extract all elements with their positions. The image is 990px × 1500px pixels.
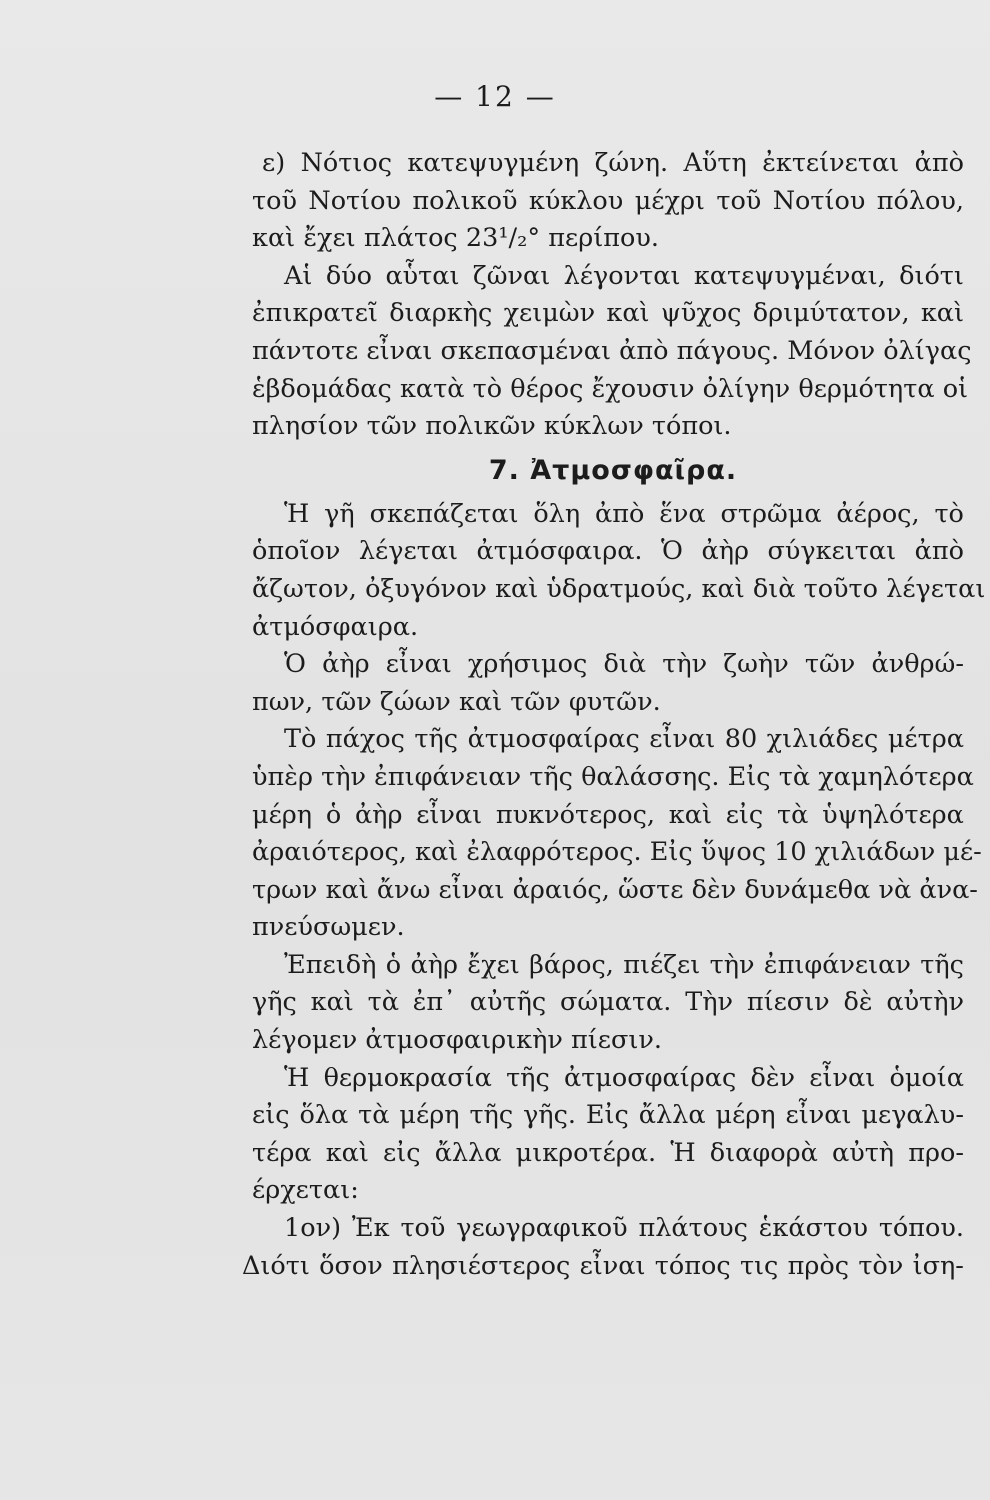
word: χειμὼν (503, 298, 596, 329)
word: 10 (774, 837, 807, 868)
text-line (252, 759, 974, 797)
word: ἀνθρώ- (871, 649, 964, 680)
text-line (252, 371, 969, 409)
word: πάγους. (676, 335, 780, 366)
word: τοῦ (716, 185, 762, 216)
word: Νοτίου (772, 185, 866, 216)
word: σώματα. (559, 987, 672, 1018)
word: ἰση- (912, 1250, 964, 1281)
word: ἐκτείνεται (762, 148, 900, 178)
text-line (252, 571, 986, 609)
word: καὶ (325, 874, 369, 905)
word: ἀνα- (919, 874, 978, 905)
word: τῆς (469, 1100, 514, 1131)
word: βάρος, (529, 949, 614, 980)
word: τόποι. (651, 411, 732, 442)
word: ἔχει (303, 223, 356, 254)
word: αὐτῆς (469, 987, 547, 1018)
word: σκεπάζεται (369, 498, 519, 529)
word: ἐπιφάνειαν (763, 949, 911, 980)
word: τὸ (472, 373, 503, 404)
word: Ἡ (670, 1137, 696, 1168)
text-line (252, 533, 964, 571)
word: 80 (724, 724, 758, 755)
word: διαφορὰ (709, 1137, 818, 1168)
word: εἶναι (785, 1100, 852, 1131)
word: ζωὴν (723, 649, 789, 680)
word: πρὸς (787, 1250, 850, 1281)
text-line (252, 684, 964, 722)
word: διὰ (752, 573, 796, 604)
word: λέγομεν (252, 1025, 358, 1056)
word: ἀτμοσφαίρας (564, 1062, 737, 1093)
word: Νοτίου (308, 185, 401, 216)
word: Τὴν (685, 987, 733, 1018)
word: Εἰς (727, 761, 771, 792)
word: γεωγραφικοῦ (456, 1213, 628, 1244)
word: καὶ (606, 298, 650, 329)
text-line (252, 797, 964, 835)
word: τῆς (920, 949, 964, 980)
word: ἀπὸ (619, 335, 669, 366)
word: Αὕτη (683, 148, 747, 178)
text-line (252, 909, 964, 947)
word: ἀτμόσφαιρα. (252, 611, 419, 642)
word: αὐτὴν (886, 987, 964, 1018)
word: χιλιάδες (766, 724, 879, 755)
word: μέρη (399, 1100, 460, 1131)
word: θέρος (510, 373, 584, 404)
text-line (252, 646, 964, 684)
word: χιλιάδων (814, 837, 936, 868)
word: τὰ (776, 799, 809, 830)
text-line (252, 1135, 964, 1173)
word: πάντοτε (252, 335, 359, 366)
word: ἀτμοσφαιρικὴν (365, 1025, 563, 1056)
word: ἐπιφάνειαν (374, 761, 522, 792)
word: καὶ (495, 573, 539, 604)
word: μέχρι (634, 185, 705, 216)
word: γῆς. (523, 1100, 576, 1131)
word: ἐλαφρότερος. (466, 837, 642, 868)
word: καὶ (252, 223, 296, 254)
word: ὅσον (319, 1250, 383, 1281)
word: ἔχει (467, 949, 520, 980)
word: διαρκὴς (389, 298, 493, 329)
word: εἶναι (385, 649, 452, 680)
word: καὶ (920, 298, 964, 329)
text-line (252, 1022, 964, 1060)
word: τοῦ (400, 1213, 446, 1244)
word: τόπος (654, 1250, 731, 1281)
word: ὁ (385, 949, 402, 980)
word: θερμότητα (798, 373, 935, 404)
word: ὁμοία (889, 1062, 964, 1093)
text-line (252, 408, 964, 446)
word: θερμοκρασία (323, 1062, 492, 1093)
word: καὶ (415, 837, 459, 868)
word: ἄζωτον, (252, 573, 357, 604)
word: σύγκειται (767, 536, 897, 567)
word: τὰ (778, 761, 811, 792)
word: Ἡ (284, 498, 310, 529)
word: γῆ (324, 498, 355, 529)
word: ὑδρατμούς, (546, 573, 694, 604)
word: ὑψηλότερα (822, 799, 964, 830)
word: Νότιος (300, 148, 392, 178)
text-line (252, 872, 978, 910)
text-line (252, 333, 972, 371)
word: αὗται (385, 260, 460, 291)
word: τοῦτο (803, 573, 879, 604)
word: Ἡ (284, 1062, 310, 1093)
word: Μόνον (787, 335, 876, 366)
text-line (252, 721, 964, 759)
word: τὸν (858, 1250, 904, 1281)
word: κατὰ (399, 373, 465, 404)
word: αὐτὴ (831, 1137, 895, 1168)
text-line (252, 496, 964, 534)
word: τὴν (709, 949, 755, 980)
word: εἶναι (579, 1250, 646, 1281)
word: ὅλη (533, 498, 581, 529)
word: τῶν (366, 411, 418, 442)
word: ψῦχος (660, 298, 742, 329)
word: μέ- (943, 837, 982, 868)
word: καὶ (668, 799, 712, 830)
word: τῆς (506, 1062, 550, 1093)
text-line (252, 984, 964, 1022)
word: εἶναι (366, 335, 433, 366)
text-line (252, 1097, 964, 1135)
word: Εἰς (585, 1100, 629, 1131)
word: Διότι (242, 1250, 310, 1281)
word: καὶ (325, 1137, 369, 1168)
word: Ἐπειδὴ (284, 949, 377, 980)
word: Αἱ (284, 260, 313, 291)
word: δὲν (691, 874, 737, 905)
word: τὸ (934, 498, 964, 529)
word: Τὸ (284, 724, 317, 755)
word: δὲ (843, 987, 873, 1018)
word: ἐπικρατεῖ (252, 298, 378, 329)
word: γῆς (252, 987, 297, 1018)
word: νὰ (878, 874, 912, 905)
word: πλάτους (638, 1213, 748, 1244)
word: ἔχουσιν (591, 373, 695, 404)
word: μέρη (252, 799, 313, 830)
word: εἰς (383, 1137, 421, 1168)
section-heading: 7. Ἀτμοσφαῖρα. (488, 454, 738, 486)
word: πνεύσωμεν. (252, 912, 405, 943)
word: καὶ (310, 987, 354, 1018)
word: λέγονται (563, 260, 681, 291)
word: τὰ (367, 987, 399, 1018)
word: τῆς (529, 761, 573, 792)
word: 23¹/₂° (465, 223, 541, 254)
word: δυνάμεθα (744, 874, 871, 905)
word: τὴν (321, 761, 366, 792)
word: ἀὴρ (354, 799, 403, 830)
text-line (242, 1248, 964, 1286)
word: τῶν (804, 649, 856, 680)
word: μέτρα (887, 724, 964, 755)
word: τις (739, 1250, 779, 1281)
word: ὑπὲρ (252, 761, 313, 792)
word: ἀπὸ (914, 536, 964, 567)
word: καὶ (458, 686, 503, 717)
text-line (252, 1060, 964, 1098)
word: τῶν (321, 686, 372, 717)
word: ὀλίγας (883, 335, 972, 366)
word: δύο (325, 260, 373, 291)
word: πίεσιν. (571, 1025, 662, 1056)
word: ἀραιός, (512, 874, 610, 905)
text-line (252, 947, 964, 985)
word: ἄλλα (434, 1137, 502, 1168)
word: δριμύτατον, (752, 298, 910, 329)
page-text (242, 145, 986, 1285)
text-line (252, 220, 964, 258)
word: πυκνότερος, (495, 799, 656, 830)
word: Εἰς (649, 837, 693, 868)
word: ἕνα (659, 498, 706, 529)
word: εἶναι (438, 874, 505, 905)
word: λέγεται (886, 573, 986, 604)
word: λέγεται (358, 536, 458, 567)
word: φυτῶν. (568, 686, 661, 717)
word: κύκλων (543, 411, 644, 442)
word: Ὁ (284, 649, 306, 680)
text-line (252, 145, 964, 183)
word: έρχεται: (252, 1175, 359, 1206)
word: Ὁ (661, 536, 683, 567)
word: κατεψυγμέναι, (693, 260, 886, 291)
word: κύκλου (528, 185, 624, 216)
text-line (252, 258, 964, 296)
word: εἶναι (649, 724, 716, 755)
word: ἑκάστου (758, 1213, 868, 1244)
word: ὀξυγόνον (365, 573, 487, 604)
word: τοῦ (252, 185, 297, 216)
word: ε) (262, 148, 286, 178)
word: τέρα (252, 1137, 312, 1168)
word: περίπου. (548, 223, 659, 254)
word: ὁποῖον (252, 536, 341, 567)
word: ὀλίγην (702, 373, 791, 404)
word: πολικῶν (425, 411, 536, 442)
word: ἀτμοσφαίρας (467, 724, 640, 755)
word: ἀπὸ (914, 148, 964, 178)
word: ὁ (325, 799, 342, 830)
word: θαλάσσης. (581, 761, 720, 792)
word: καὶ (701, 573, 745, 604)
word: εἶναι (809, 1062, 876, 1093)
word: εἰς (252, 1100, 290, 1131)
text-line (252, 834, 982, 872)
word: ὅλα (299, 1100, 349, 1131)
word: δὲν (750, 1062, 796, 1093)
word: πάχος (325, 724, 405, 755)
text-line (252, 295, 964, 333)
word: χαμηλότερα (818, 761, 974, 792)
word: προ- (908, 1137, 964, 1168)
text-line (252, 1210, 964, 1248)
word: ἀέρος, (836, 498, 920, 529)
word: ζώνη. (594, 148, 669, 178)
word: μεγαλυ- (861, 1100, 964, 1131)
word: πολικοῦ (412, 185, 518, 216)
word: τῶν (510, 686, 561, 717)
word: κατεψυγμένη (407, 148, 580, 178)
word: διότι (899, 260, 964, 291)
word: ὥστε (617, 874, 684, 905)
word: τῆς (414, 724, 459, 755)
word: ἀπὸ (594, 498, 645, 529)
word: ἐπ᾽ (412, 987, 456, 1018)
word: ἀραιότερος, (252, 837, 407, 868)
word: ἑβδομάδας (252, 373, 392, 404)
word: ἄλλα (638, 1100, 706, 1131)
word: πιέζει (623, 949, 701, 980)
word: πλησίον (252, 411, 359, 442)
word: ἀὴρ (701, 536, 749, 567)
word: πλάτος (363, 223, 458, 254)
word: ἀὴρ (322, 649, 370, 680)
word: πίεσιν (746, 987, 830, 1018)
word: εἰς (725, 799, 764, 830)
word: πόλου, (876, 185, 964, 216)
word: ἀτμόσφαιρα. (476, 536, 643, 567)
word: Ἐκ (351, 1213, 390, 1244)
page-number: — 12 — (434, 80, 556, 113)
word: στρῶμα (720, 498, 822, 529)
word: ζώων (379, 686, 451, 717)
word: τὴν (662, 649, 708, 680)
word: 1ον) (284, 1213, 342, 1244)
word: εἶναι (416, 799, 483, 830)
word: χρήσιμος (467, 649, 588, 680)
text-line (252, 609, 964, 647)
word: ἄνω (376, 874, 431, 905)
word: πλησιέστερος (392, 1250, 571, 1281)
word: ζῶναι (472, 260, 551, 291)
word: τόπου. (878, 1213, 964, 1244)
word: οἱ (942, 373, 969, 404)
word: τὰ (358, 1100, 390, 1131)
word: διὰ (603, 649, 647, 680)
text-line (252, 1172, 964, 1210)
text-line (252, 183, 964, 221)
word: τρων (252, 874, 318, 905)
word: σκεπασμέναι (440, 335, 611, 366)
word: μέρη (715, 1100, 776, 1131)
word: μικροτέρα. (515, 1137, 657, 1168)
word: πων, (252, 686, 314, 717)
word: ἀὴρ (410, 949, 458, 980)
word: ὕψος (700, 837, 766, 868)
